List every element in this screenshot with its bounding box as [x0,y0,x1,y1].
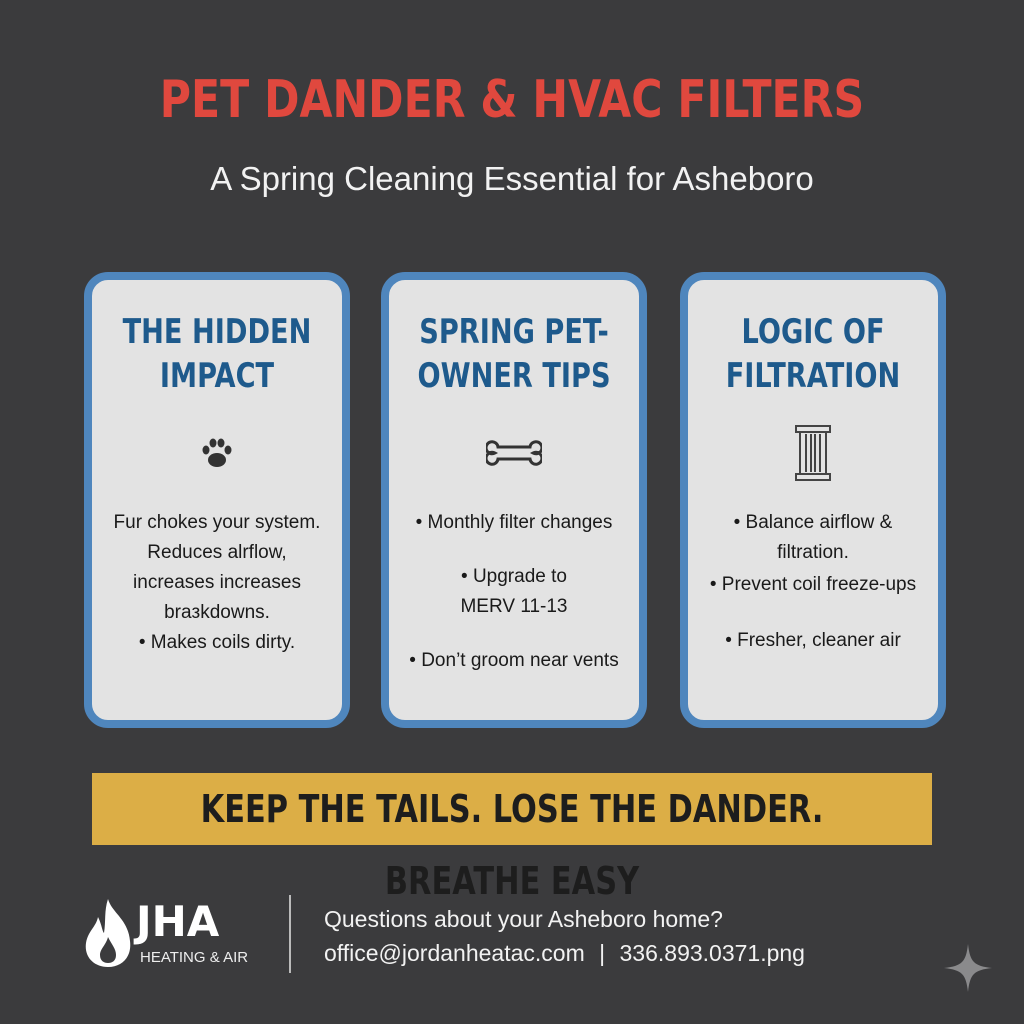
jha-logo [82,895,272,975]
logo-name: JHA [136,897,220,946]
card-line: • Upgrade to [461,566,567,587]
page-subtitle: A Spring Cleaning Essential for Asheboro [210,160,814,197]
card-hidden-impact [84,272,350,728]
contact-separator: | [599,940,606,966]
paw-icon [92,428,342,478]
logo-tagline: HEATING & AIR [140,949,249,966]
card-title: THE HIDDEN IMPACT [122,312,312,396]
card-line: increases increases [133,572,301,593]
slogan-banner [92,773,932,903]
card-line: • Don’t groom near vents [409,650,619,671]
filter-icon [688,428,938,478]
card-line: • Fresher, cleaner air [725,630,901,651]
flame-icon [82,897,134,969]
card-logic-of-filtration [680,272,946,728]
bone-icon [389,428,639,478]
card-line: • Makes coils dirty. [138,632,296,653]
card-line: • Monthly filter changes [415,512,613,533]
card-title: SPRING PET-OWNER TIPS [417,312,611,396]
slogan-text: KEEP THE TAILS. LOSE THE DANDER. BREATHE EASY [200,787,824,903]
contact-email[interactable]: office@jordanheatac.com [324,940,585,966]
card-line: braзkdowns. [164,602,270,623]
card-title: LOGIC OF FILTRATION [725,312,901,396]
page-title: PET DANDER & HVAC FILTERS [159,70,865,130]
sparkle-icon [944,944,992,997]
footer-divider [289,895,291,973]
contact-phone[interactable]: 336.893.0371.png [619,940,805,966]
card-line: • Prevent coil freeze-ups [709,574,917,595]
card-line: MERV 11-13 [460,596,568,617]
contact-info [324,902,805,970]
card-line: Reduces alrflow, [147,542,287,563]
contact-question: Questions about your Asheboro home? [324,906,723,932]
card-line: filtration. [777,542,849,563]
card-pet-owner-tips [381,272,647,728]
card-line: Fur chokes your system. [113,512,321,533]
card-line: • Balance airflow & [733,512,893,533]
